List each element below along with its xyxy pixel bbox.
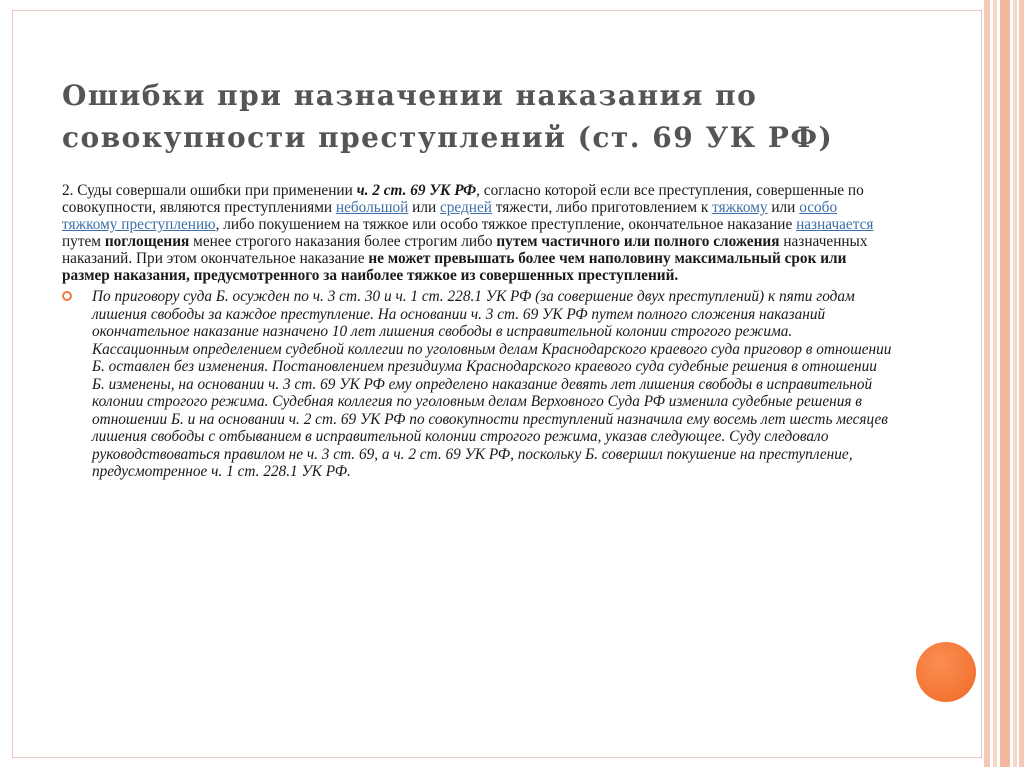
- slide-body: [62, 182, 892, 481]
- stripe: [1019, 0, 1024, 767]
- decorative-stripes: [984, 0, 1024, 767]
- law-reference: ч. 2 ст. 69 УК РФ: [356, 182, 477, 199]
- link-especially-grave[interactable]: особо тяжкому преступлению: [62, 199, 838, 233]
- link-grave[interactable]: тяжкому: [712, 199, 768, 216]
- link-medium-gravity[interactable]: средней: [439, 199, 492, 216]
- emphasis: поглощения: [104, 233, 190, 250]
- text: путем: [62, 233, 105, 250]
- text: или: [767, 199, 800, 216]
- text: назначенных наказаний. При этом окончательное наказание: [62, 233, 868, 267]
- main-paragraph: [62, 182, 892, 284]
- stripe: [984, 0, 990, 767]
- link-assigned[interactable]: назначается: [796, 216, 874, 233]
- stripe: [993, 0, 997, 767]
- text: или: [408, 199, 440, 216]
- stripe: [1013, 0, 1017, 767]
- emphasis: путем частичного или полного сложения: [496, 233, 780, 250]
- bullet-item: [62, 288, 892, 481]
- slide-title: Ошибки при назначении наказания по совокупности преступлений (ст. 69 УК РФ): [62, 79, 834, 154]
- emphasis: не может превышать более чем наполовину максимальный срок или размер наказания, предусмотренного за наиболее тяжкое из совершенных преступлений.: [62, 250, 847, 284]
- text: тяжести, либо приготовлением к: [491, 199, 713, 216]
- stripe: [1000, 0, 1010, 767]
- bullet-circle-icon: [62, 291, 72, 301]
- link-small-gravity[interactable]: небольшой: [335, 199, 409, 216]
- text: , согласно которой если все преступления, совершенные по совокупности, являются преступлениями: [62, 182, 864, 216]
- decorative-circle: [916, 642, 976, 702]
- text: 2. Суды совершали ошибки при применении: [62, 182, 357, 199]
- text: менее строгого наказания более строгим либо: [189, 233, 497, 250]
- bullet-text: По приговору суда Б. осужден по ч. 3 ст. 30 и ч. 1 ст. 228.1 УК РФ (за совершение двух преступлений) к пяти годам лишения свободы за каждое преступление. На основании ч. 3 ст. 69 УК РФ путем полного сложения наказаний окончательное наказание назначено 10 лет лишения свободы в исправительной колонии строгого режима. Кассационным определением судебной коллегии по уголовным делам Краснодарского краевого суда приговор в отношении Б. оставлен без изменения. Постановлением президиума Краснодарского краевого суда судебные решения в отношении Б. изменены, на основании ч. 3 ст. 69 УК РФ ему определено наказание девять лет лишения свободы в исправительной колонии строгого режима. Судебная коллегия по уголовным делам Верховного Суда РФ изменила судебные решения в отношении Б. и на основании ч. 2 ст. 69 УК РФ по совокупности преступлений назначила ему восемь лет шесть месяцев лишения свободы с отбыванием в исправительной колонии строгого режима, указав следующее. Суду следовало руководствоваться правилом не ч. 3 ст. 69, а ч. 2 ст. 69 УК РФ, поскольку Б. совершил покушение на преступление, предусмотренное ч. 1 ст. 228.1 УК РФ.: [92, 288, 892, 480]
- text: , либо покушением на тяжкое или особо тяжкое преступление, окончательное наказание: [215, 216, 797, 233]
